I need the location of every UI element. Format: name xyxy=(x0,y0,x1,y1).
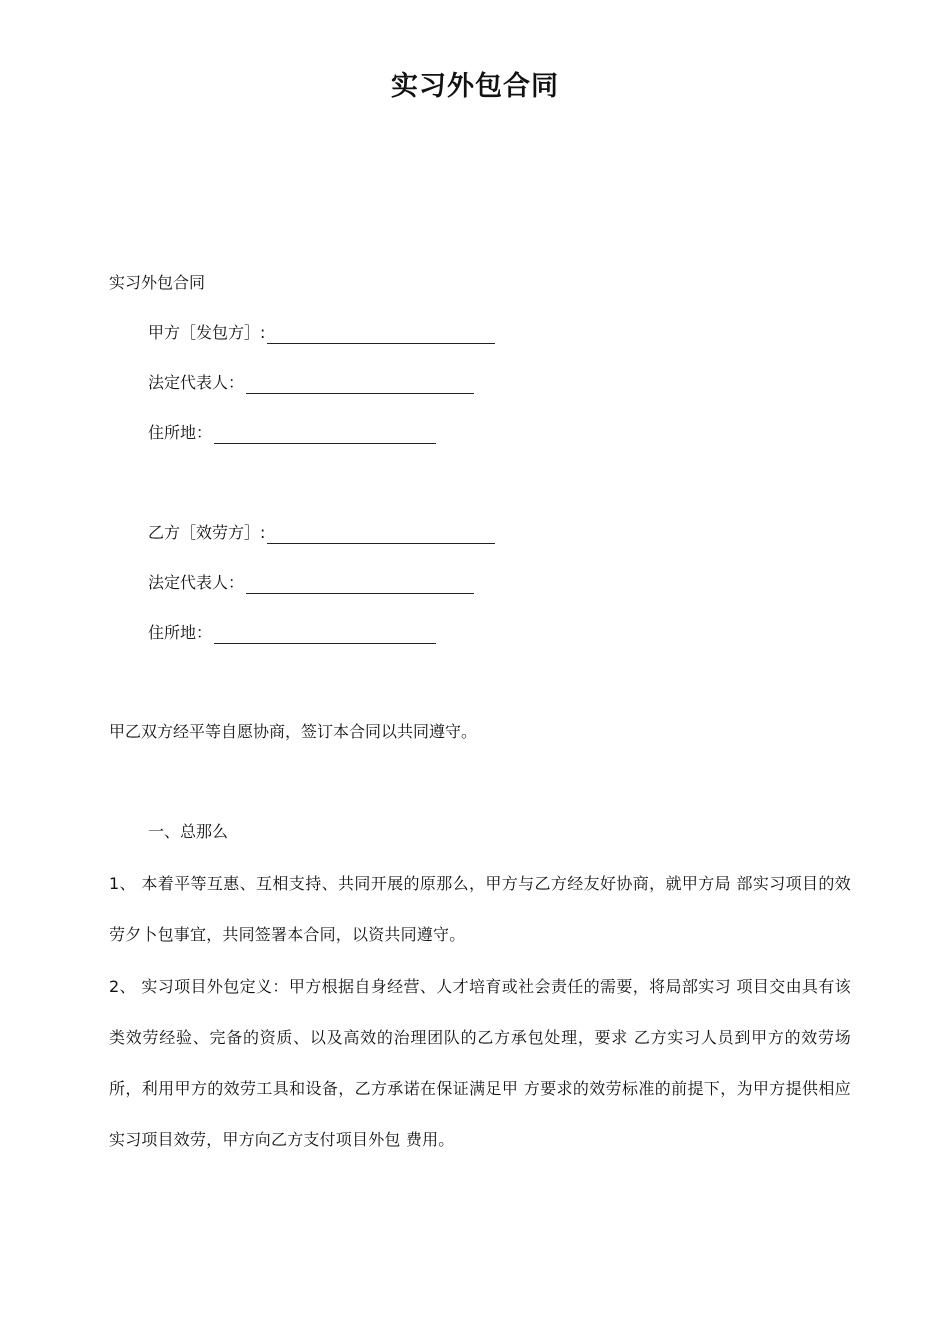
document-title: 实习外包合同 xyxy=(391,71,559,102)
party-b-rep-blank[interactable] xyxy=(246,575,474,594)
party-a-rep-field xyxy=(148,372,474,394)
party-a-name-field xyxy=(148,322,495,344)
party-b-address-label: 住所地： xyxy=(148,623,213,642)
party-a-address-blank[interactable] xyxy=(214,425,436,444)
party-b-address-field xyxy=(148,622,436,644)
section-heading: 一、总那么 xyxy=(148,822,229,841)
party-a-address-field xyxy=(148,422,436,444)
clause-2: 2、 实习项目外包定义：甲方根据自身经营、人才培育或社会责任的需要，将局部实习 项目交由具有该类效劳经验、完备的资质、以及高效的治理团队的乙方承包处理，要求 乙方实习人员到甲方的效劳场所，利用甲方的效劳工具和设备，乙方承诺在保证满足甲 方要求的效劳标准的前提下，为甲方提供相应实习项目效劳，甲方向乙方支付项目外包 费用。 xyxy=(109,977,851,1149)
party-b-rep-field xyxy=(148,572,474,594)
party-b-rep-label: 法定代表人： xyxy=(148,573,245,592)
party-a-address-label: 住所地： xyxy=(148,423,213,442)
party-b-address-blank[interactable] xyxy=(214,625,436,644)
agreement-statement: 甲乙双方经平等自愿协商，签订本合同以共同遵守。 xyxy=(109,722,478,741)
party-a-name-blank[interactable] xyxy=(267,325,495,344)
party-b-name-field xyxy=(148,522,495,544)
party-a-name-label: 甲方［发包方］: xyxy=(148,323,266,342)
party-a-rep-label: 法定代表人： xyxy=(148,373,245,392)
document-subtitle: 实习外包合同 xyxy=(109,273,206,292)
party-b-name-label: 乙方［效劳方］: xyxy=(148,523,266,542)
clause-1: 1、 本着平等互惠、互相支持、共同开展的原那么，甲方与乙方经友好协商，就甲方局 部实习项目的效劳夕卜包事宜，共同签署本合同，以资共同遵守。 xyxy=(109,874,851,944)
party-a-rep-blank[interactable] xyxy=(246,375,474,394)
party-b-name-blank[interactable] xyxy=(267,525,495,544)
